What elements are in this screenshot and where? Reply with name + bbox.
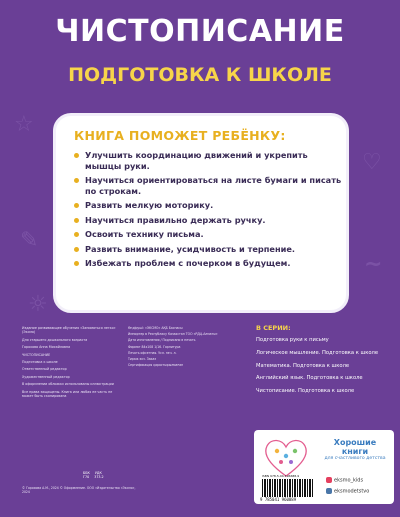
benefit-item — [74, 175, 342, 196]
imprint-line: Для старшего дошкольного возраста — [22, 337, 88, 342]
benefit-item — [74, 150, 342, 171]
series-item: Подготовка руки к письму — [256, 337, 329, 343]
bullet-icon — [74, 261, 79, 266]
benefits-heading: КНИГА ПОМОЖЕТ РЕБЁНКУ: — [74, 128, 286, 143]
benefit-item — [74, 229, 342, 240]
social-handle-detstvo — [326, 488, 369, 495]
star-doodle-icon: ☆ — [14, 112, 34, 137]
benefit-text: Улучшить координацию движений и укрепить мышцы руки. — [85, 150, 308, 171]
imprint-line: В оформлении обложки использованы иллюстрации — [22, 382, 114, 387]
promo-slogan — [320, 438, 390, 461]
bullet-icon — [74, 247, 79, 252]
benefit-text: Научиться правильно держать ручку. — [85, 214, 266, 225]
imprint-middle — [128, 326, 246, 369]
copyright-text: © Горохова А.М., 2024 © Оформление. ООО «Издательство «Эксмо», 2024 — [22, 486, 136, 494]
code-label: ББК — [83, 471, 90, 475]
benefit-text: Развить мелкую моторику. — [85, 200, 214, 210]
benefits-list — [74, 150, 342, 273]
heart-doodle-icon: ♡ — [362, 150, 382, 175]
social-handle-kids — [326, 477, 363, 484]
imprint-line: Все права защищены. Книга или любая ее часть не может быть скопирована — [22, 389, 113, 399]
series-item: Чистописание. Подготовка к школе — [256, 388, 355, 395]
benefits-card — [53, 113, 349, 313]
imprint-line: Тираж экз. Заказ — [128, 357, 156, 362]
imprint-line: Дата изготовления / Подписано в печать — [128, 338, 196, 343]
benefit-item — [74, 244, 342, 255]
instagram-icon — [326, 477, 332, 483]
benefit-text: Развить внимание, усидчивость и терпение. — [85, 243, 296, 254]
bullet-icon — [74, 218, 79, 223]
series-heading: В СЕРИИ: — [256, 324, 291, 332]
bullet-icon — [74, 232, 79, 237]
series-item: Логическое мышление. Подготовка к школе — [256, 349, 379, 356]
book-title: ЧИСТОПИСАНИЕ — [55, 14, 345, 49]
barcode-icon — [262, 479, 314, 497]
series-list — [256, 338, 378, 402]
imprint-line: Ответственный редактор — [22, 367, 67, 372]
imprint-line: Горохова Анна Михайловна — [22, 345, 71, 350]
isbn-text: ISBN 978-5-04-196688-9 — [262, 474, 300, 478]
heart-logo-icon — [261, 436, 311, 479]
handle-text: eksmo_kids — [334, 477, 364, 484]
series-item: Математика. Подготовка к школе — [256, 362, 350, 369]
sun-doodle-icon: ☼ — [28, 292, 48, 317]
imprint-line: Импортер в Республику Казахстан ТОО «РДЦ-Алматы» — [128, 332, 218, 337]
bullet-icon — [74, 153, 79, 158]
barcode-number: 9 785041 960889 — [260, 497, 297, 502]
benefit-text: Избежать проблем с почерком в будущем. — [85, 258, 291, 268]
code-label: УДК — [94, 471, 102, 475]
code-value: 373.2 — [94, 475, 104, 480]
benefit-text: Освоить технику письма. — [85, 229, 204, 239]
bullet-icon — [74, 178, 79, 183]
handle-text: eksmodetstvo — [334, 488, 370, 495]
wave-doodle-icon: ~ — [364, 252, 383, 277]
imprint-line: Подготовка к школе — [22, 360, 58, 365]
slogan-main: Хорошие книги — [333, 438, 377, 456]
barcode-panel — [254, 430, 394, 504]
benefit-text: Научиться ориентироваться на листе бумаги и писать по строкам. — [85, 175, 342, 196]
imprint-left — [22, 326, 122, 401]
code-value: Г70 — [83, 475, 90, 480]
classification-codes — [83, 471, 104, 479]
imprint-line: Формат 84x108 1/16. Гарнитура — [128, 344, 181, 349]
benefit-item — [74, 258, 342, 269]
imprint-line: Өндіруші: «ЭКСМО» АҚБ Баспасы — [128, 326, 183, 330]
series-item: Английский язык. Подготовка к школе — [256, 375, 363, 382]
imprint-line: Сертификация қарастырылмаған — [128, 363, 184, 368]
book-subtitle: ПОДГОТОВКА К ШКОЛЕ — [68, 64, 332, 86]
imprint-line: Печать офсетная. Усл. печ. л. — [128, 350, 177, 355]
imprint-line: Издание развивающее обучения «Заниматься легко» (Эксмо) — [22, 326, 116, 335]
benefit-item — [74, 215, 342, 226]
bullet-icon — [74, 203, 79, 208]
imprint-line: ЧИСТОПИСАНИЕ — [22, 352, 51, 357]
pencil-doodle-icon: ✎ — [20, 228, 39, 253]
benefit-item — [74, 200, 342, 211]
vk-icon — [326, 488, 332, 494]
imprint-line: Художественный редактор — [22, 374, 70, 379]
slogan-sub: для счастливого детства — [324, 456, 386, 461]
